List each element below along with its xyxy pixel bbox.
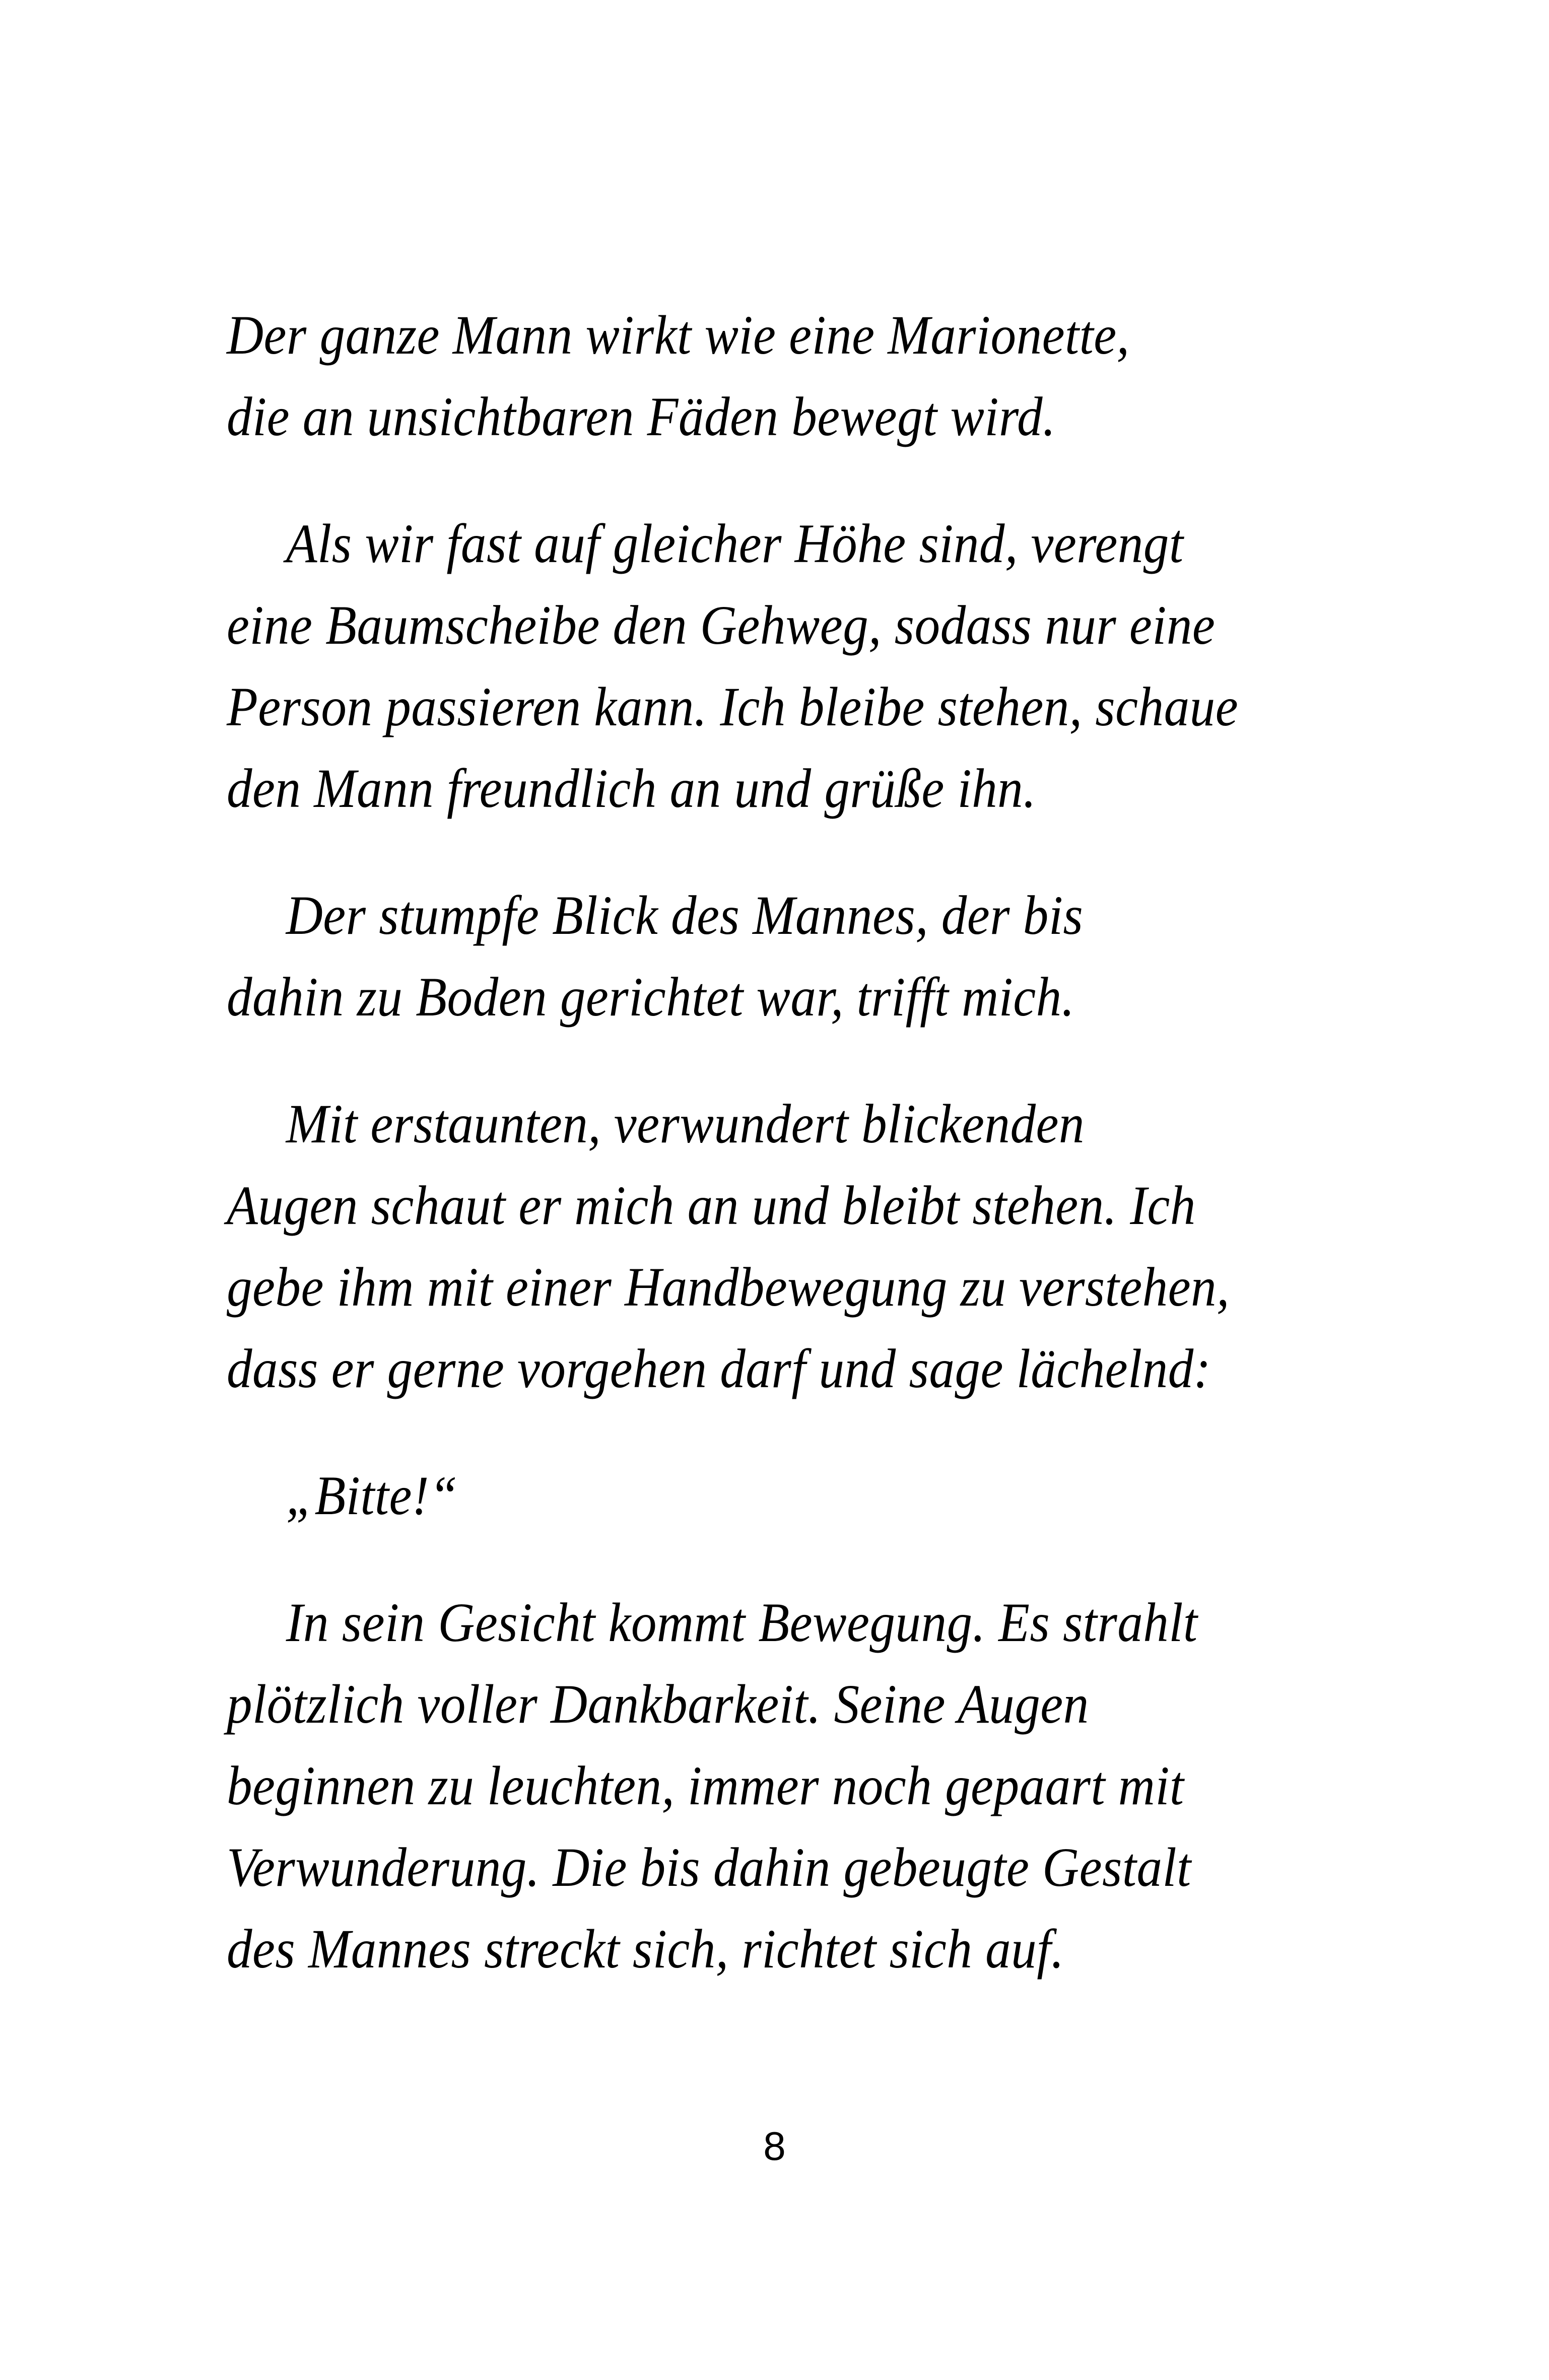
paragraph-3: Der stumpfe Blick des Mannes, der bis dahin zu Boden gerichtet war, trifft mich.: [227, 885, 1084, 1028]
paragraph-6: In sein Gesicht kommt Bewegung. Es strahlt plötzlich voller Dankbarkeit. Seine Augen beginnen zu leuchten, immer noch gepaart mit Verwunderung. Die bis dahin gebeugte Gestalt des Mannes streckt sich, richtet sich auf.: [227, 1592, 1198, 1980]
page-number: 8: [763, 2124, 786, 2168]
paragraph-5-quote: „Bitte!“: [286, 1465, 458, 1526]
paragraph-4: Mit erstaunten, verwundert blickenden Augen schaut er mich an und bleibt stehen. Ich gebe ihm mit einer Handbewegung zu verstehen, dass er gerne vorgehen darf und sage lächelnd:: [227, 1093, 1230, 1399]
paragraph-1: Der ganze Mann wirkt wie eine Marionette, die an unsichtbaren Fäden bewegt wird.: [227, 304, 1130, 447]
paragraph-2: Als wir fast auf gleicher Höhe sind, verengt eine Baumscheibe den Gehweg, sodass nur eine Person passieren kann. Ich bleibe stehen, schaue den Mann freundlich an und grüße ihn.: [227, 513, 1239, 819]
text-block: [227, 294, 1441, 2035]
